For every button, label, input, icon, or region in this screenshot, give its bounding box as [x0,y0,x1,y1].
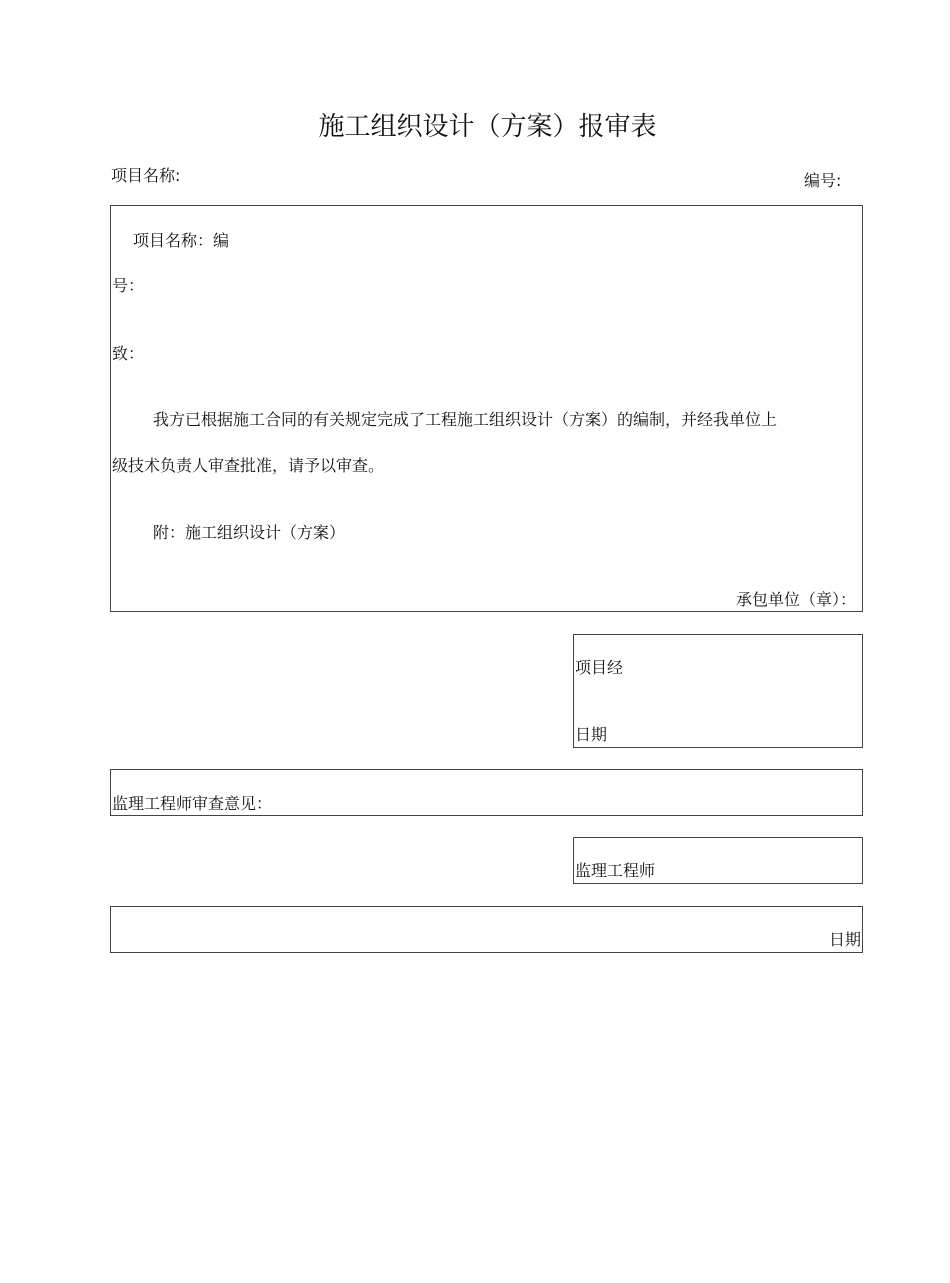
attachment-line: 附：施工组织设计（方案） [153,523,346,542]
application-box [110,205,863,612]
supervising-engineer-label: 监理工程师 [575,861,656,880]
addressee-line: 致： [112,344,145,363]
supervisor-opinion-label: 监理工程师审查意见： [112,794,273,813]
final-date-box [110,906,863,953]
body-text-line-2: 级技术负责人审查批准，请予以审查。 [112,456,385,475]
manager-date-label: 日期 [575,725,608,744]
project-manager-box [573,634,863,748]
supervisor-opinion-box [110,769,863,816]
number-line: 号： [112,276,145,295]
border-tick [573,681,574,705]
contractor-seal-line: 承包单位（章）： [735,590,856,609]
page-title: 施工组织设计（方案）报审表 [318,112,657,142]
final-date-label: 日期 [828,930,861,949]
project-name-line: 项目名称：编 [133,231,230,250]
border-tick [110,298,111,328]
body-text-line-1: 我方已根据施工合同的有关规定完成了工程施工组织设计（方案）的编制，并经我单位上 [153,410,778,429]
project-manager-label: 项目经 [575,658,624,677]
supervising-engineer-box [573,837,863,884]
border-tick [110,364,111,392]
header-number-label: 编号: [804,171,842,190]
header-project-name-label: 项目名称: [111,166,181,185]
